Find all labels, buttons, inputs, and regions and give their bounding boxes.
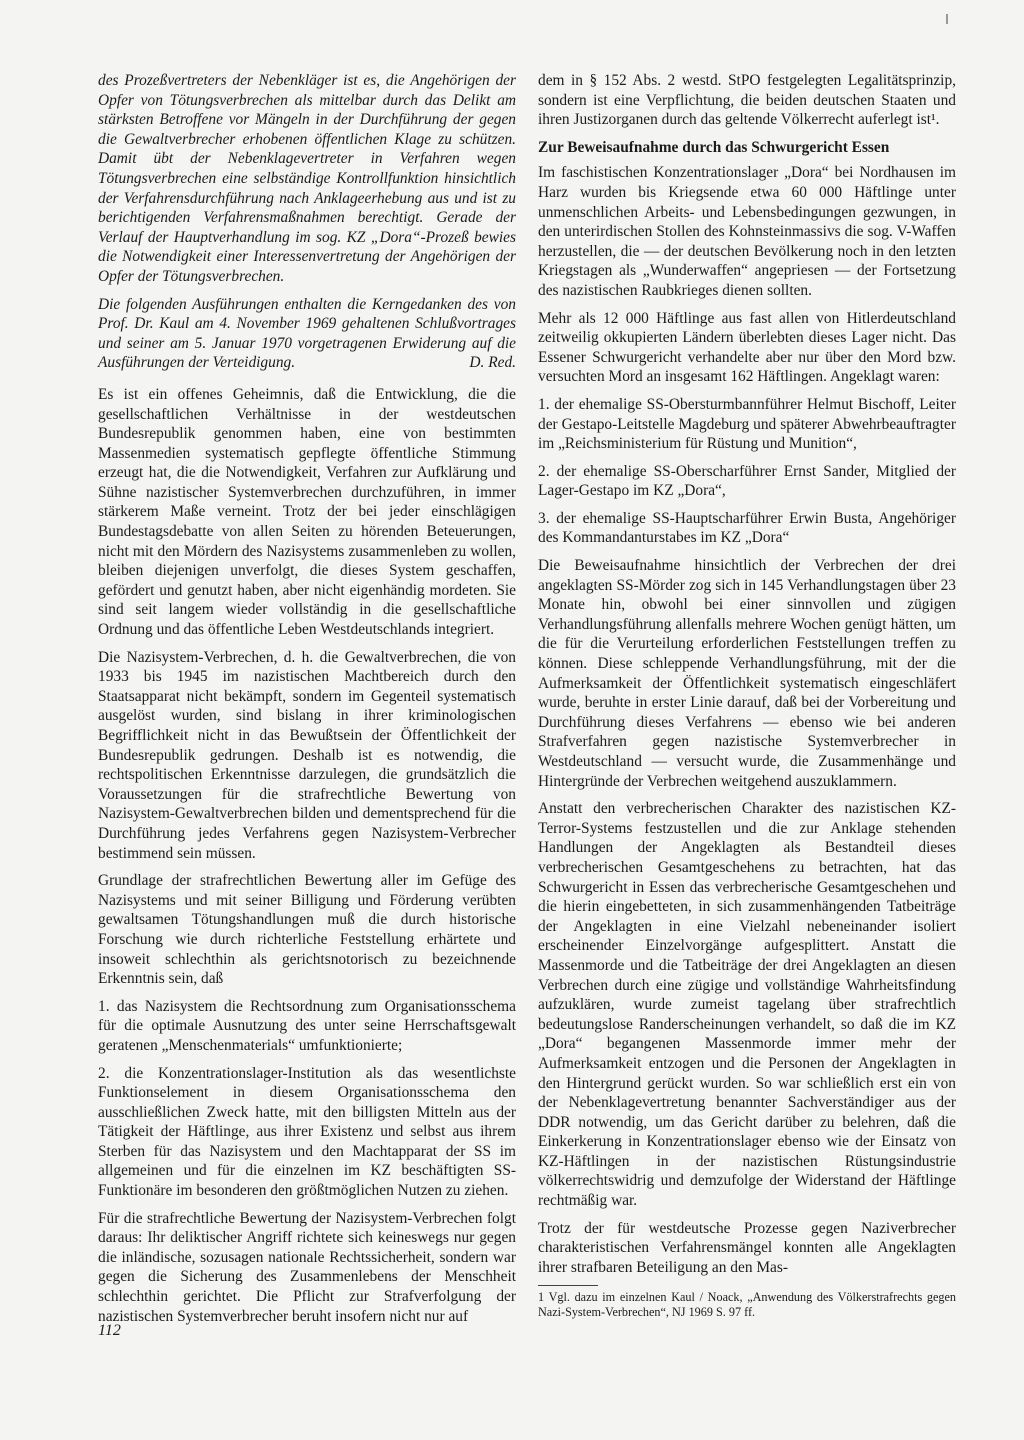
left-column [98,71,516,1334]
body-paragraph: dem in § 152 Abs. 2 westd. StPO festgelegten Legalitätsprinzip, sondern ist eine Verpflichtung, die beiden deutschen Staaten und ihren Justizorganen durch das geltende Völkerrecht auferlegt ist¹. [538,72,956,129]
body-paragraph: Die Nazisystem-Verbrechen, d. h. die Gewaltverbrechen, die von 1933 bis 1945 im nazistischen Machtbereich durch den Staatsapparat nicht bekämpft, sondern im Gegenteil systematisch ausgelöst wurden, sind bislang in ihrer kriminologischen Begrifflichkeit nicht in das Bewußtsein der Öffentlichkeit der Bundesrepublik gedrungen. Deshalb ist es notwendig, die rechtspolitischen Erkenntnisse darzulegen, die grundsätzlich die Voraussetzungen für die strafrechtliche Bewertung von Nazisystem-Gewaltverbrechen bilden und dementsprechend für die Durchführung jedes Verfahrens gegen Nazisystem-Verbrecher bestimmend sein müssen. [98,648,516,862]
body-paragraph: Grundlage der strafrechtlichen Bewertung aller im Gefüge des Nazisystems und mit seiner Billigung und Förderung verübten gewaltsamen Tötungshandlungen muß die durch historische Forschung wie durch richterliche Feststellung erhärtete und insoweit schlechthin als gerichtsnotorisch zu bezeichnende Erkenntnis sein, daß [98,872,516,988]
editorial-signature: D. Red. [469,354,516,372]
footnote-divider [538,1285,598,1286]
scan-mark [946,14,948,24]
right-column [538,71,956,1320]
intro-paragraph [98,295,516,373]
intro-paragraph-text: Die folgenden Ausführungen enthalten die Kerngedanken des von Prof. Dr. Kaul am 4. November 1969 gehaltenen Schlußvortrages und seiner am 5. Januar 1970 vorgetragenen Erwiderung auf die Ausführungen der Verteidigung. [98,295,516,372]
intro-paragraph: des Prozeßvertreters der Nebenkläger ist es, die Angehörigen der Opfer von Tötungsverbrechen als mittelbar durch das Delikt am stärksten Betroffene vor Mängeln in der Durchführung der gegen die Gewaltverbrecher erhobenen öffentlichen Klage zu schützen. Damit übt der Nebenklagevertreter in Verfahren wegen Tötungsverbrechen eine selbständige Kontrollfunktion hinsichtlich der Verfahrensdurchführung nach Anklageerhebung aus und ist zu berichtigenden Verfahrensmaßnahmen berechtigt. Gerade der Verlauf der Hauptverhandlung im sog. KZ „Dora“-Prozeß bewies die Notwendigkeit einer Interessenvertretung der Angehörigen der Opfer der Tötungsverbrechen. [98,72,516,285]
body-paragraph: Anstatt den verbrecherischen Charakter des nazistischen KZ-Terror-Systems festzustellen und die zur Anklage stehenden Handlungen der Angeklagten als Bestandteil dieses verbrecherischen Gesamtgeschehens zu betrachten, hat das Schwurgericht in Essen das verbrecherische Gesamtgeschehen und die hierin eingebetteten, in sich zusammenhängenden Tatbeiträge der Angeklagten in eine Vielzahl nebeneinander isoliert erscheinender Einzelvorgänge aufgesplittert. Anstatt die Massenmorde und die Tatbeiträge der drei Angeklagten an diesen Verbrechen durch eine zügige und vollständige Wahrheitsfindung aufzuklären, wurde zumeist tagelang über strafrechtlich bedeutungslose Randerscheinungen verhandelt, so daß die im KZ „Dora“ begangenen Massenmorde immer mehr der Aufmerksamkeit entzogen und die Personen der Angeklagten in den Hintergrund gerückt wurden. So war schließlich erst ein von der Nebenklagevertretung benannter Sachverständiger aus der DDR notwendig, um das Gericht darüber zu belehren, daß die Einkerkerung in Konzentrationslager ebenso wie der Einsatz von KZ-Häftlingen in der nazistischen Rüstungsindustrie völkerrechtswidrig und demzufolge der Widerstand der Häftlinge rechtmäßig war. [538,800,956,1210]
defendant-item: 2. der ehemalige SS-Oberscharführer Ernst Sander, Mitglied der Lager-Gestapo im KZ „Dora“, [538,462,956,500]
body-paragraph: Es ist ein offenes Geheimnis, daß die Entwicklung, die die gesellschaftlichen Verhältnisse in der westdeutschen Bundesrepublik genommen haben, eine von bestimmten Massenmedien systematisch gepflegte öffentliche Stimmung erzeugt hat, die die Notwendigkeit, Verfahren zur Aufklärung und Sühne nazistischer Systemverbrechen durchzuführen, in immer stärkerem Maße verneint. Trotz der bei jeder einschlägigen Bundestagsdebatte von allen Seiten zu hörenden Beteuerungen, nicht mit den Mördern des Nazisystems zusammenleben zu wollen, bleiben diejenigen unverfolgt, die dieses System geschaffen, gefördert und genutzt haben, aber nicht eigenhändig mordeten. Sie sind seit langem wieder vollständig in die gesellschaftliche Ordnung und das öffentliche Leben Westdeutschlands integriert. [98,385,516,639]
editorial-intro [98,71,516,373]
body-paragraph: Für die strafrechtliche Bewertung der Nazisystem-Verbrechen folgt daraus: Ihr deliktischer Angriff richtete sich keineswegs nur gegen die inländische, sozusagen nationale Rechtssicherheit, sondern war gegen die Sicherung des Zusammenlebens der Menschheit schlechthin gerichtet. Die Pflicht zur Strafverfolgung der nazistischen Systemverbrecher beruht insofern nicht nur auf [98,1209,516,1325]
body-paragraph: Mehr als 12 000 Häftlinge aus fast allen von Hitlerdeutschland zeitweilig okkupierten Ländern überlebten dieses Lager nicht. Das Essener Schwurgericht verhandelte aber nur über den Mord bzw. versuchten Mord an insgesamt 162 Häftlingen. Angeklagt waren: [538,309,956,386]
defendant-item: 3. der ehemalige SS-Hauptscharführer Erwin Busta, Angehöriger des Kommandanturstabes im KZ „Dora“ [538,509,956,547]
body-paragraph: Die Beweisaufnahme hinsichtlich der Verbrechen der drei angeklagten SS-Mörder zog sich in 145 Verhandlungstagen über 23 Monate hin, obwohl bei einer sinnvollen und zügigen Verhandlungsführung allenfalls mehrere Wochen genügt hätten, um die für die Verurteilung erforderlichen Feststellungen treffen zu können. Diese schleppende Verhandlungsführung, mit der die Aufmerksamkeit der Öffentlichkeit systematisch eingeschläfert wurde, beruhte in erster Linie darauf, daß bei der Vorbereitung und Durchführung dieses Verfahrens — ebenso wie bei anderen Strafverfahren gegen nazistische Systemverbrecher in Westdeutschland — versucht wurde, die Zusammenhänge und Hintergründe der Verbrechen weitgehend auszuklammern. [538,557,956,790]
defendant-item: 1. der ehemalige SS-Obersturmbannführer Helmut Bischoff, Leiter der Gestapo-Leitstelle Magdeburg und späterer Abwehrbeauftragter im „Reichsministerium für Rüstung und Munition“, [538,395,956,453]
body-paragraph: Im faschistischen Konzentrationslager „Dora“ bei Nordhausen im Harz wurden bis Kriegsende etwa 60 000 Häftlinge unter unmenschlichen Arbeits- und Lebensbedingungen gezwungen, in den unterirdischen Stollen des Kohnsteinmassivs die sog. V-Waffen herzustellen, die — der deutschen Bevölkerung noch in den letzten Kriegstagen als „Wunderwaffen“ angepriesen — der Fortsetzung des nazistischen Raubkrieges dienen sollten. [538,164,956,299]
page-number: 112 [98,1322,121,1339]
numbered-point: 2. die Konzentrationslager-Institution als das wesentlichste Funktionselement in diesem Organisationsschema den ausschließlichen Zweck hatte, mit den billigsten Mitteln aus der Tätigkeit der Häftlinge, aus ihrer Existenz und selbst aus ihrem Sterben für das Nazisystem und den Machtapparat der SS im allgemeinen und für die einzelnen im KZ beschäftigten SS-Funktionäre im besonderen den größtmöglichen Nutzen zu ziehen. [98,1064,516,1200]
footnote: 1 Vgl. dazu im einzelnen Kaul / Noack, „Anwendung des Völkerstrafrechts gegen Nazi-System-Verbrechen“, NJ 1969 S. 97 ff. [538,1290,956,1320]
body-paragraph: Trotz der für westdeutsche Prozesse gegen Naziverbrecher charakteristischen Verfahrensmängel konnten alle Angeklagten ihrer strafbaren Beteiligung an den Mas- [538,1219,956,1276]
numbered-point: 1. das Nazisystem die Rechtsordnung zum Organisationsschema für die optimale Ausnutzung des unter seine Herrschaftsgewalt geratenen „Menschenmaterials“ umfunktionierte; [98,997,516,1054]
section-heading: Zur Beweisaufnahme durch das Schwurgericht Essen [538,138,890,156]
